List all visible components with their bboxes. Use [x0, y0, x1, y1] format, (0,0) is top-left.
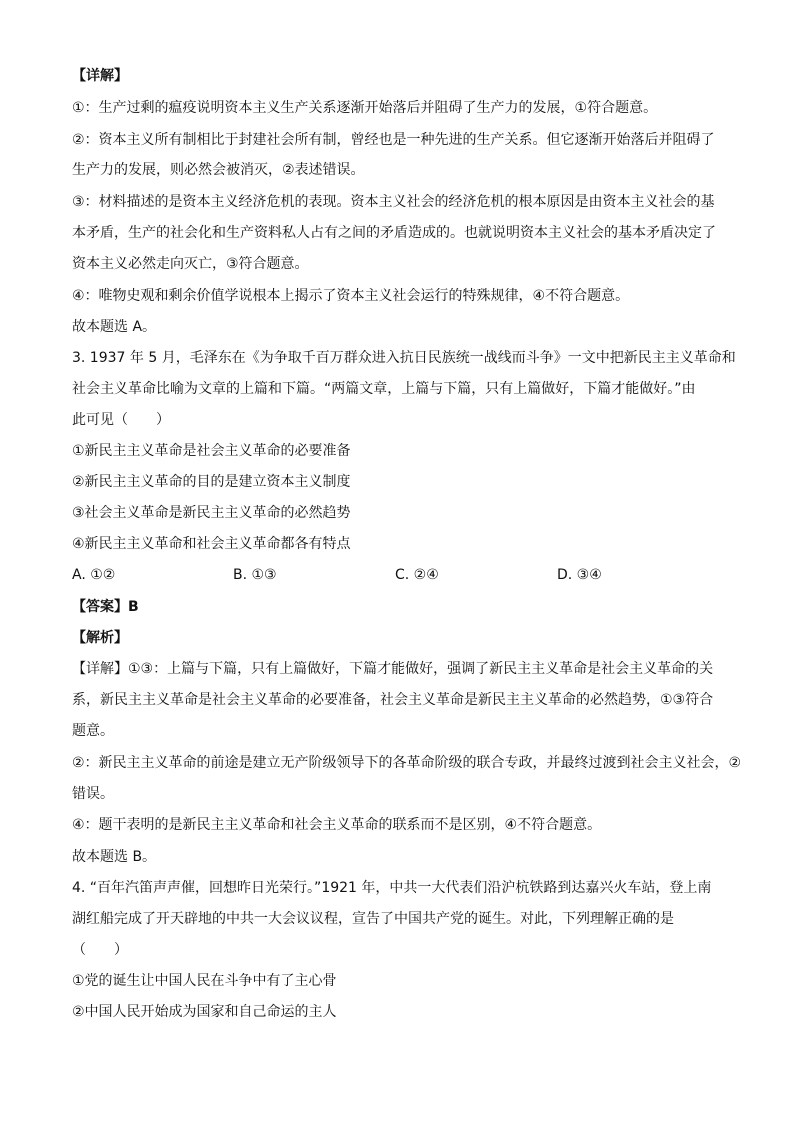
question-stem: 3. 1937 年 5 月，毛泽东在《为争取千百万群众进入抗日民族统一战线而斗争》一文中把新民主主义革命和	[72, 350, 736, 366]
choice-item: ④新民主主义革命和社会主义革命都各有特点	[72, 536, 351, 552]
choice-item: ①党的诞生让中国人民在斗争中有了主心骨	[72, 973, 337, 989]
analysis-label: 【解析】	[72, 630, 128, 646]
paragraph: ①：生产过剩的瘟疫说明资本主义生产关系逐渐开始落后并阻碍了生产力的发展，①符合题意。	[72, 100, 658, 116]
question-stem: （ ）	[72, 942, 128, 958]
paragraph: 系，新民主主义革命是社会主义革命的必要准备，社会主义革命是新民主主义革命的必然趋势，①③符合	[72, 692, 714, 708]
paragraph: ④：唯物史观和剩余价值学说根本上揭示了资本主义社会运行的特殊规律，④不符合题意。	[72, 288, 630, 304]
paragraph: ②：资本主义所有制相比于封建社会所有制，曾经也是一种先进的生产关系。但它逐渐开始落后并阻碍了	[72, 132, 715, 148]
option-a: A. ①②	[72, 567, 116, 583]
question-stem: 4. “百年汽笛声声催，回想昨日光荣行。”1921 年，中共一大代表们沿沪杭铁路到达嘉兴火车站，登上南	[72, 880, 712, 896]
paragraph: 【详解】①③：上篇与下篇，只有上篇做好，下篇才能做好，强调了新民主主义革命是社会主义革命的关	[72, 661, 714, 677]
choice-item: ②新民主主义革命的目的是建立资本主义制度	[72, 474, 351, 490]
choice-item: ③社会主义革命是新民主主义革命的必然趋势	[72, 505, 351, 521]
conclusion: 故本题选 B。	[72, 849, 157, 865]
question-stem: 湖红船完成了开天辟地的中共一大会议议程，宣告了中国共产党的诞生。对此，下列理解正确的是	[72, 911, 674, 927]
conclusion: 故本题选 A。	[72, 319, 157, 335]
paragraph: 题意。	[72, 723, 114, 739]
question-stem: 社会主义革命比喻为文章的上篇和下篇。“两篇文章，上篇与下篇，只有上篇做好，下篇才能做好。”由	[72, 381, 696, 397]
paragraph: 本矛盾，生产的社会化和生产资料私人占有之间的矛盾造成的。也就说明资本主义社会的基本矛盾决定了	[72, 225, 716, 241]
answer-label: 【答案】B	[72, 599, 139, 615]
question-stem: 此可见（ ）	[72, 412, 170, 428]
paragraph: 生产力的发展，则必然会被消灭，②表述错误。	[72, 162, 365, 178]
paragraph: ②：新民主主义革命的前途是建立无产阶级领导下的各革命阶级的联合专政，并最终过渡到社会主义社会，②	[72, 755, 742, 771]
paragraph: ④：题干表明的是新民主主义革命和社会主义革命的联系而不是区别，④不符合题意。	[72, 817, 602, 833]
detail-header: 【详解】	[72, 68, 128, 84]
option-c: C. ②④	[395, 567, 439, 583]
paragraph: 错误。	[72, 786, 114, 802]
paragraph: ③：材料描述的是资本主义经济危机的表现。资本主义社会的经济危机的根本原因是由资本主义社会的基	[72, 194, 715, 210]
choice-item: ②中国人民开始成为国家和自己命运的主人	[72, 1004, 337, 1020]
choice-item: ①新民主主义革命是社会主义革命的必要准备	[72, 443, 351, 459]
option-d: D. ③④	[557, 567, 602, 583]
option-b: B. ①③	[233, 567, 277, 583]
paragraph: 资本主义必然走向灭亡，③符合题意。	[72, 256, 309, 272]
